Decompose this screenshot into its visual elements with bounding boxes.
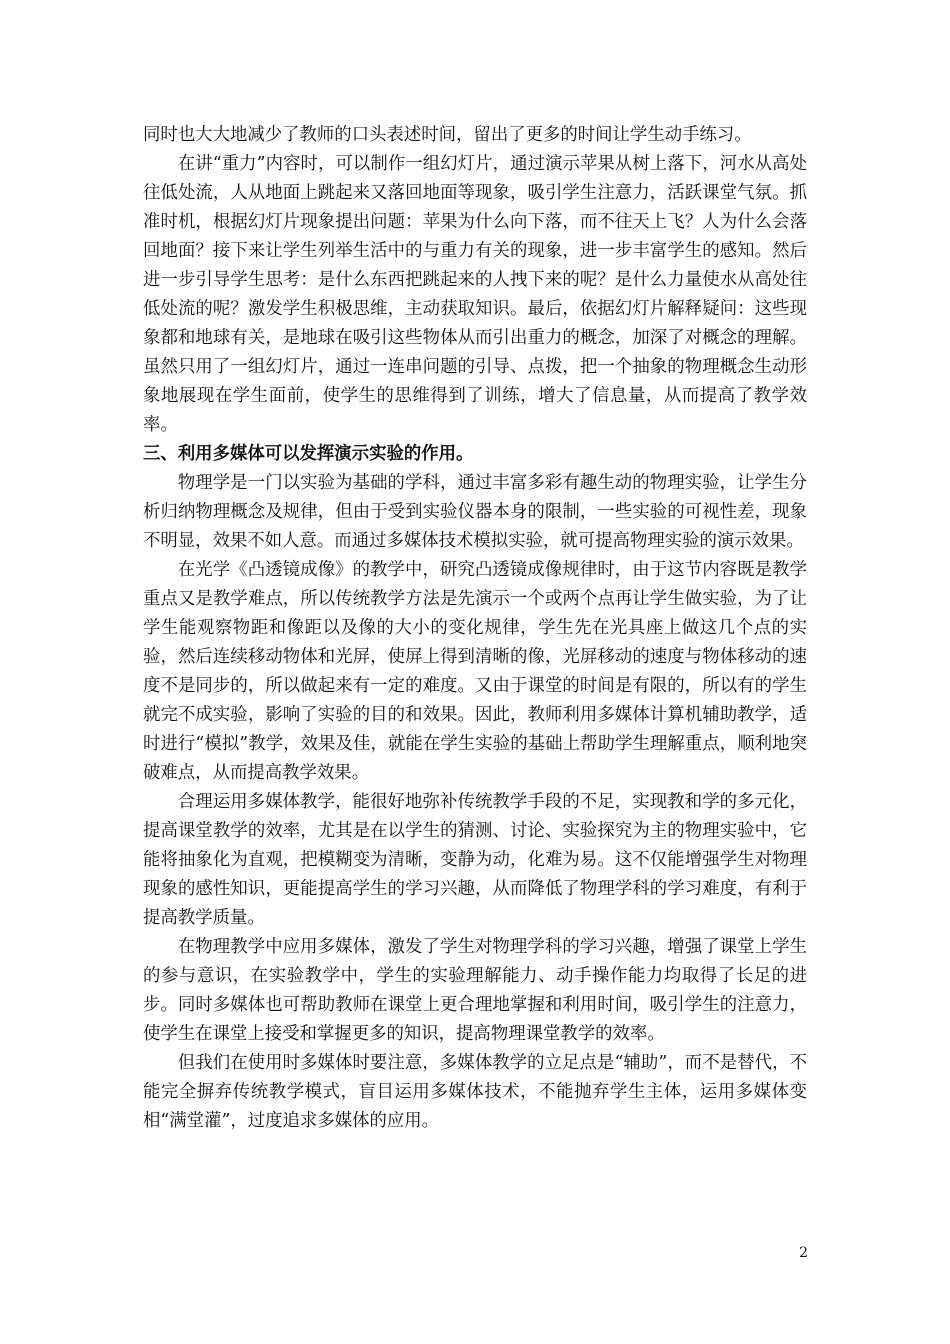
paragraph-application-results: 在物理教学中应用多媒体，激发了学生对物理学科的学习兴趣，增强了课堂上学生的参与意识，在实验教学中，学生的实验理解能力、动手操作能力均取得了长足的进步。同时多媒体也可帮助教师在课堂上更合理地掌握和利用时间，吸引学生的注意力，使学生在课堂上接受和掌握更多的知识，提高物理课堂教学的效率。 (143, 937, 807, 1044)
paragraph-experiment-intro: 物理学是一门以实验为基础的学科，通过丰富多彩有趣生动的物理实验，让学生分析归纳物理概念及规律，但由于受到实验仪器本身的限制，一些实验的可视性差，现象不明显，效果不如人意。而通过多媒体技术模拟实验，就可提高物理实验的演示效果。 (143, 473, 807, 551)
paragraph-multimedia-benefits: 合理运用多媒体教学，能很好地弥补传统教学手段的不足，实现教和学的多元化，提高课堂教学的效率，尤其是在以学生的猜测、讨论、实验探究为主的物理实验中，它能将抽象化为直观，把模糊变为清晰，变静为动，化难为易。这不仅能增强学生对物理现象的感性知识，更能提高学生的学习兴趣，从而降低了物理学科的学习难度，有利于提高教学质量。 (143, 792, 807, 928)
paragraph-convex-lens: 在光学《凸透镜成像》的教学中，研究凸透镜成像规律时，由于这节内容既是教学重点又是教学难点，所以传统教学方法是先演示一个或两个点再让学生做实验，为了让学生能观察物距和像距以及像的大小的变化规律，学生先在光具座上做这几个点的实验，然后连续移动物体和光屏，使屏上得到清晰的像，光屏移动的速度与物体移动的速度不是同步的，所以做起来有一定的难度。又由于课堂的时间是有限的，所以有的学生就完不成实验，影响了实验的目的和效果。因此，教师利用多媒体计算机辅助教学，适时进行“模拟”教学，效果及佳，就能在学生实验的基础上帮助学生理解重点，顺利地突破难点，从而提高教学效果。 (143, 560, 807, 783)
page-number: 2 (799, 1245, 808, 1261)
document-body (143, 121, 807, 1136)
paragraph-continued: 同时也大大地减少了教师的口头表述时间，留出了更多的时间让学生动手练习。 (143, 125, 752, 145)
paragraph-gravity-example: 在讲“重力”内容时，可以制作一组幻灯片，通过演示苹果从树上落下，河水从高处往低处流，人从地面上跳起来又落回地面等现象，吸引学生注意力，活跃课堂气氛。抓准时机，根据幻灯片现象提出问题：苹果为什么向下落，而不往天上飞？人为什么会落回地面？接下来让学生列举生活中的与重力有关的现象，进一步丰富学生的感知。然后进一步引导学生思考：是什么东西把跳起来的人拽下来的呢？是什么力量使水从高处往低处流的呢？激发学生积极思维，主动获取知识。最后，依据幻灯片解释疑问：这些现象都和地球有关，是地球在吸引这些物体从而引出重力的概念，加深了对概念的理解。虽然只用了一组幻灯片，通过一连串问题的引导、点拨，把一个抽象的物理概念生动形象地展现在学生面前，使学生的思维得到了训练，增大了信息量，从而提高了教学效率。 (143, 154, 807, 435)
paragraph-caution: 但我们在使用时多媒体时要注意，多媒体教学的立足点是“辅助”，而不是替代，不能完全摒弃传统教学模式，盲目运用多媒体技术，不能抛弃学生主体，运用多媒体变相“满堂灌”，过度追求多媒体的应用。 (143, 1053, 807, 1131)
section-heading-3: 三、利用多媒体可以发挥演示实验的作用。 (143, 444, 474, 464)
